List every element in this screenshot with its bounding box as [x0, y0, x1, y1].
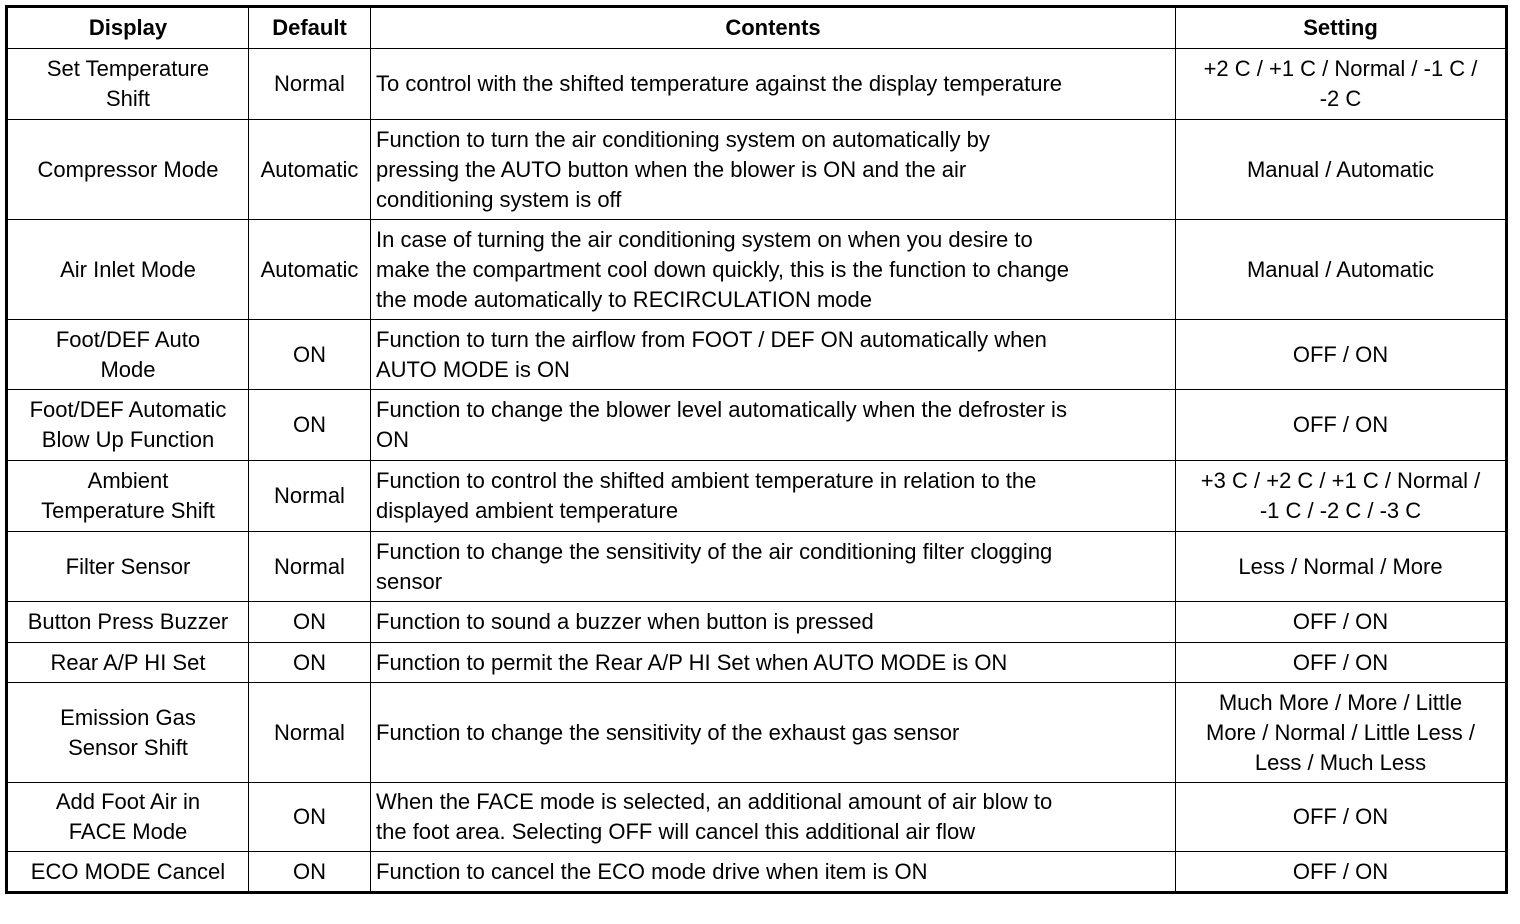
cell-display: ECO MODE Cancel	[7, 852, 249, 893]
table-row	[7, 49, 1507, 120]
cell-setting: OFF / ON	[1176, 390, 1507, 461]
cell-setting: Manual / Automatic	[1176, 120, 1507, 220]
header-setting: Setting	[1176, 7, 1507, 49]
table-row	[7, 643, 1507, 683]
cell-setting: OFF / ON	[1176, 852, 1507, 893]
settings-table	[5, 5, 1508, 894]
header-row	[7, 7, 1507, 49]
cell-setting: Less / Normal / More	[1176, 532, 1507, 602]
table-row	[7, 783, 1507, 852]
header-default: Default	[249, 7, 371, 49]
cell-setting: OFF / ON	[1176, 602, 1507, 643]
cell-default: Normal	[249, 532, 371, 602]
cell-display: Rear A/P HI Set	[7, 643, 249, 683]
table-row	[7, 390, 1507, 461]
cell-contents: Function to permit the Rear A/P HI Set when AUTO MODE is ON	[371, 643, 1176, 683]
cell-contents: Function to change the blower level automatically when the defroster is ON	[371, 390, 1176, 461]
cell-default: ON	[249, 783, 371, 852]
table-row	[7, 532, 1507, 602]
cell-display: Compressor Mode	[7, 120, 249, 220]
cell-contents: When the FACE mode is selected, an additional amount of air blow to the foot area. Selecting OFF will cancel this additional air flow	[371, 783, 1176, 852]
cell-default: Normal	[249, 683, 371, 783]
cell-display: Button Press Buzzer	[7, 602, 249, 643]
cell-contents: Function to turn the airflow from FOOT / DEF ON automatically when AUTO MODE is ON	[371, 320, 1176, 390]
table-row	[7, 852, 1507, 893]
cell-contents: Function to control the shifted ambient temperature in relation to the displayed ambient temperature	[371, 461, 1176, 532]
cell-default: ON	[249, 852, 371, 893]
cell-contents: Function to cancel the ECO mode drive when item is ON	[371, 852, 1176, 893]
cell-display: Foot/DEF Auto Mode	[7, 320, 249, 390]
cell-setting: OFF / ON	[1176, 643, 1507, 683]
header-contents: Contents	[371, 7, 1176, 49]
cell-display: Ambient Temperature Shift	[7, 461, 249, 532]
header-display: Display	[7, 7, 249, 49]
cell-contents: Function to sound a buzzer when button is pressed	[371, 602, 1176, 643]
table-row	[7, 461, 1507, 532]
cell-default: Normal	[249, 49, 371, 120]
table-row	[7, 220, 1507, 320]
cell-default: ON	[249, 390, 371, 461]
cell-default: Automatic	[249, 120, 371, 220]
cell-contents: Function to change the sensitivity of the exhaust gas sensor	[371, 683, 1176, 783]
cell-contents: Function to turn the air conditioning system on automatically by pressing the AUTO button when the blower is ON and the air conditioning system is off	[371, 120, 1176, 220]
cell-setting: OFF / ON	[1176, 783, 1507, 852]
cell-default: Normal	[249, 461, 371, 532]
cell-default: Automatic	[249, 220, 371, 320]
cell-default: ON	[249, 643, 371, 683]
cell-default: ON	[249, 602, 371, 643]
cell-display: Filter Sensor	[7, 532, 249, 602]
cell-contents: In case of turning the air conditioning system on when you desire to make the compartment cool down quickly, this is the function to change the mode automatically to RECIRCULATION mode	[371, 220, 1176, 320]
cell-setting: Much More / More / Little More / Normal / Little Less / Less / Much Less	[1176, 683, 1507, 783]
cell-setting: OFF / ON	[1176, 320, 1507, 390]
cell-display: Add Foot Air in FACE Mode	[7, 783, 249, 852]
cell-contents: Function to change the sensitivity of the air conditioning filter clogging sensor	[371, 532, 1176, 602]
table-row	[7, 683, 1507, 783]
cell-display: Set Temperature Shift	[7, 49, 249, 120]
cell-setting: +2 C / +1 C / Normal / -1 C / -2 C	[1176, 49, 1507, 120]
table-row	[7, 120, 1507, 220]
table-row	[7, 602, 1507, 643]
cell-setting: Manual / Automatic	[1176, 220, 1507, 320]
cell-display: Air Inlet Mode	[7, 220, 249, 320]
cell-display: Emission Gas Sensor Shift	[7, 683, 249, 783]
cell-setting: +3 C / +2 C / +1 C / Normal / -1 C / -2 C / -3 C	[1176, 461, 1507, 532]
cell-display: Foot/DEF Automatic Blow Up Function	[7, 390, 249, 461]
cell-default: ON	[249, 320, 371, 390]
table-row	[7, 320, 1507, 390]
cell-contents: To control with the shifted temperature against the display temperature	[371, 49, 1176, 120]
